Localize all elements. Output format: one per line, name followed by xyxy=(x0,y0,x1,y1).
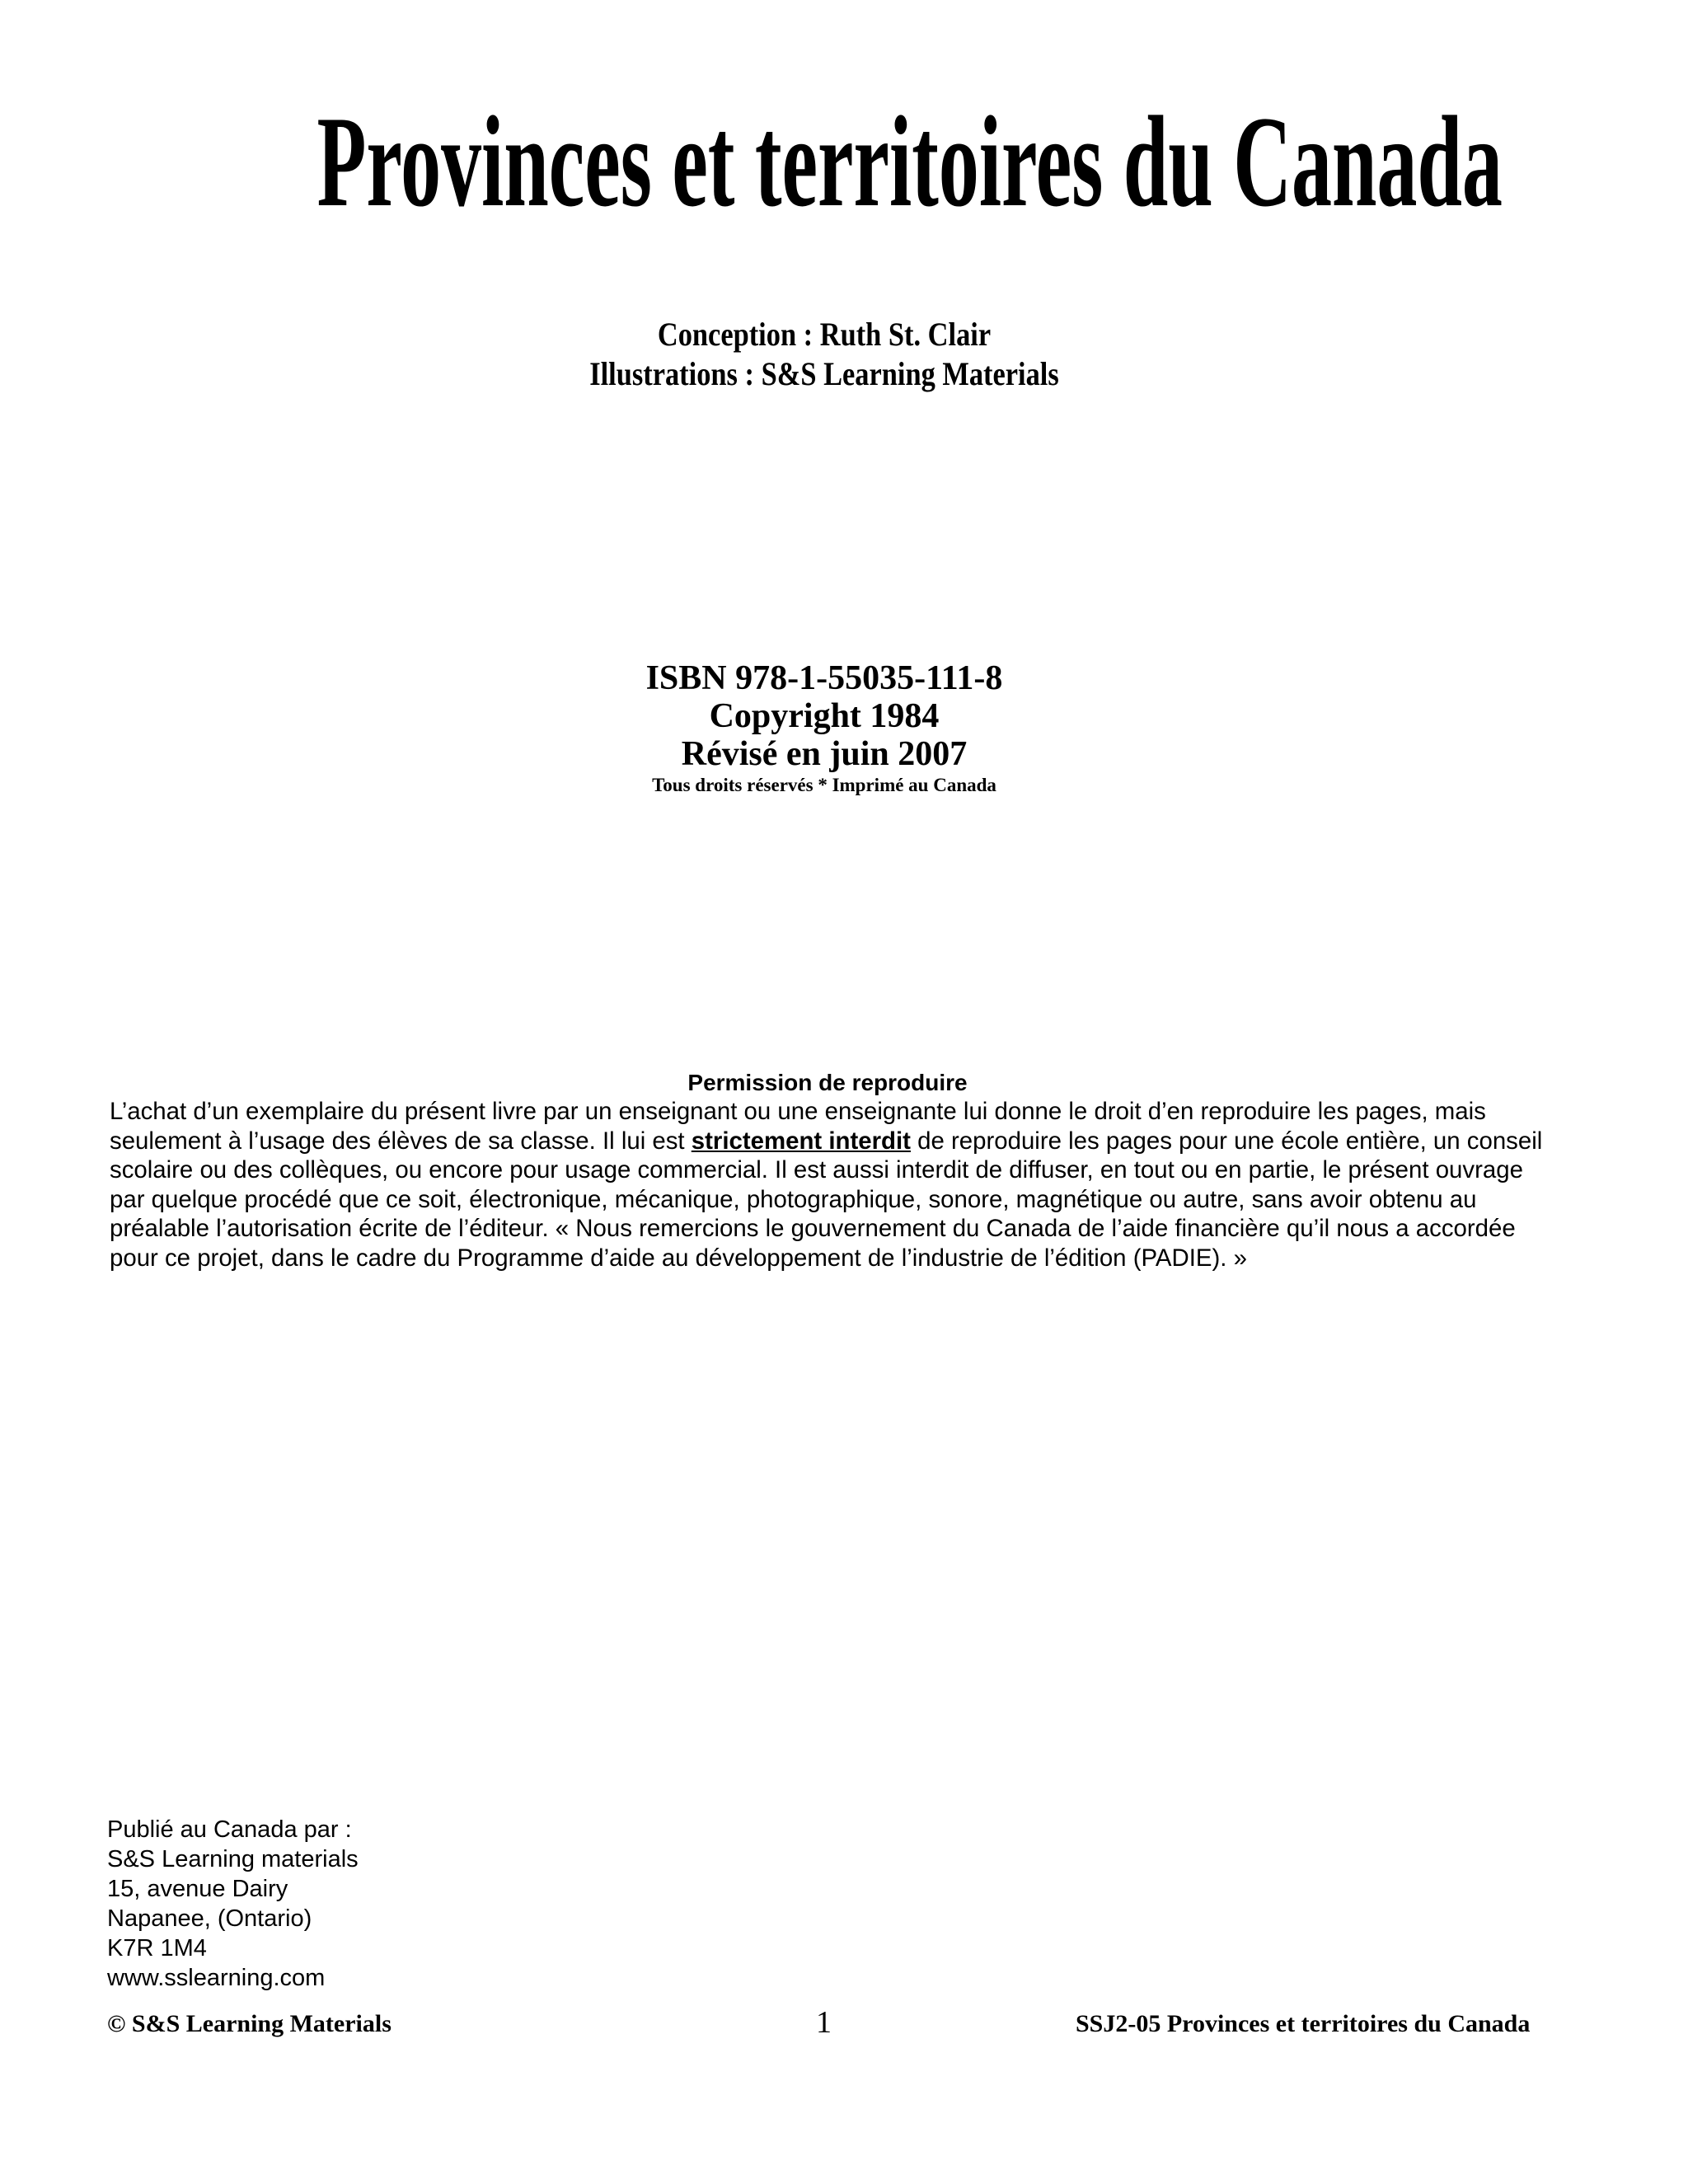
footer-product-code: SSJ2-05 Provinces et territoires du Canada xyxy=(1076,2010,1531,2037)
address-line: S&S Learning materials xyxy=(107,1846,359,1872)
revision-date: Révisé en juin 2007 xyxy=(681,735,968,773)
isbn: ISBN 978-1-55035-111-8 xyxy=(645,659,1003,697)
address-line: Publié au Canada par : xyxy=(107,1816,352,1843)
publisher-address xyxy=(107,1815,359,1993)
address-line: 15, avenue Dairy xyxy=(107,1876,288,1902)
address-line: K7R 1M4 xyxy=(107,1935,207,1961)
permission-heading: Permission de reproduire xyxy=(687,1070,968,1095)
publisher-website: www.sslearning.com xyxy=(107,1965,326,1991)
footer-copyright: © S&S Learning Materials xyxy=(107,2010,392,2037)
credits-block xyxy=(0,315,1648,394)
permission-emphasis: strictement interdit xyxy=(691,1127,911,1155)
permission-body xyxy=(110,1097,1545,1273)
publication-info xyxy=(0,659,1648,798)
page-footer xyxy=(0,2005,1688,2049)
page-number: 1 xyxy=(816,2005,832,2040)
illustrations-credit: Illustrations : S&S Learning Materials xyxy=(589,355,1059,392)
page-title: Provinces et territoires du Canada xyxy=(316,90,1503,234)
permission-section xyxy=(110,1069,1545,1273)
address-line: Napanee, (Ontario) xyxy=(107,1905,312,1932)
conception-credit: Conception : Ruth St. Clair xyxy=(657,316,992,353)
permission-text-before: L’achat d’un exemplaire du présent livre par un enseignant ou une enseignante lui donne le droit d’en reproduire les pages, mais seulement à l’usage des élèves de sa classe. Il lui est xyxy=(110,1098,1486,1155)
permission-text-after: de reproduire les pages pour une école entière, un conseil scolaire ou des collèques, ou encore pour usage commercial. Il est aussi interdit de diffuser, en tout ou en partie, le présent ouvrage par quelque procédé que ce soit, électronique, mécanique, photographique, sonore, magnétique ou autre, sans avoir obtenu au préalable l’autorisation écrite de l’éditeur. « Nous remercions le gouvernement du Canada de l’aide financière qu’il nous a accordée pour ce projet, dans le cadre du Programme d’aide au développement de l’industrie de l’édition (PADIE). » xyxy=(110,1127,1543,1272)
copyright: Copyright 1984 xyxy=(709,697,940,735)
rights-notice: Tous droits réservés * Imprimé au Canada xyxy=(652,775,996,795)
